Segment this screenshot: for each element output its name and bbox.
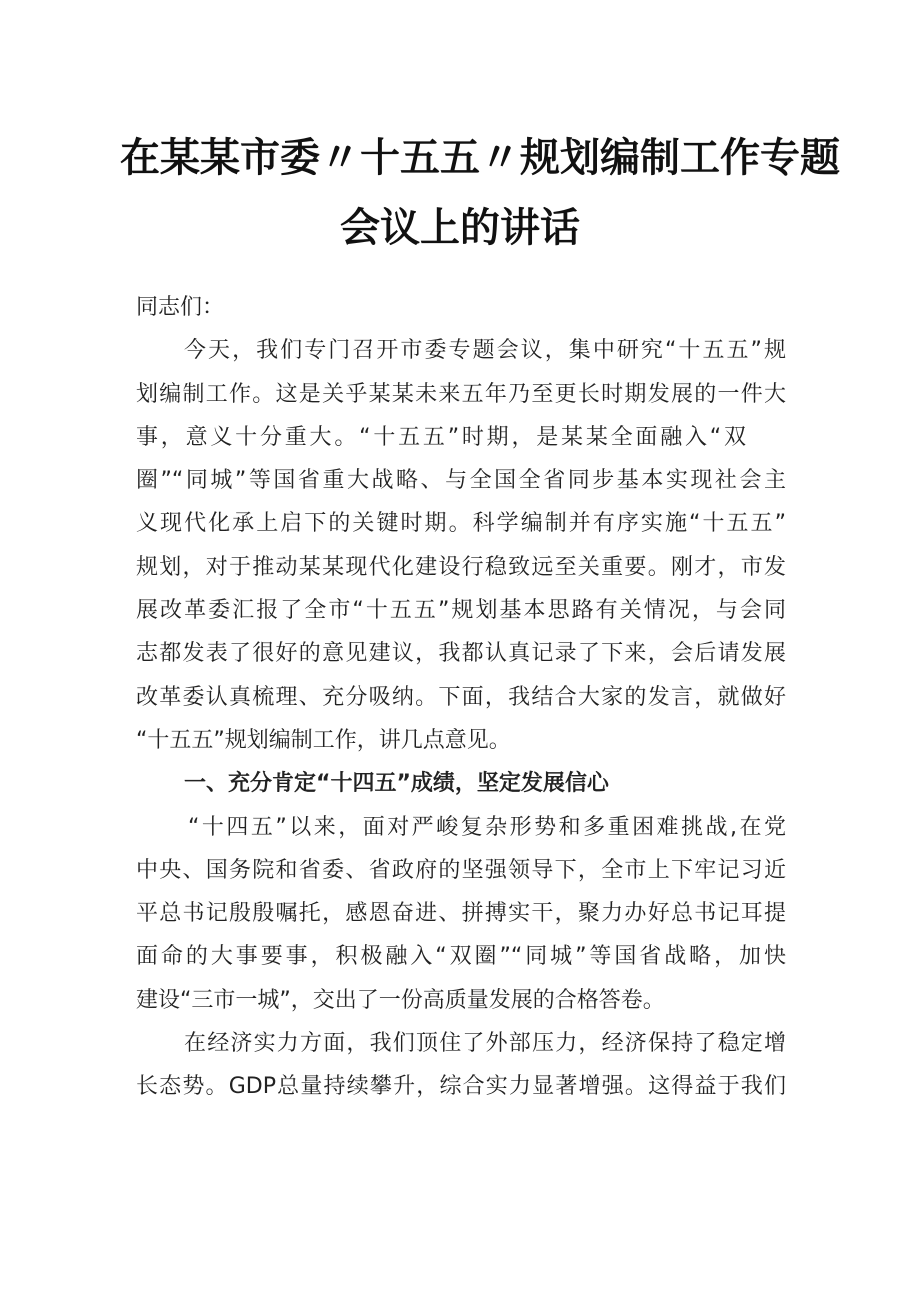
section-heading-1: 一、充分肯定“十四五”成绩，坚定发展信心 <box>184 771 609 797</box>
paragraph-line: 划编制工作。这是关乎某某未来五年乃至更长时期发展的一件大 <box>136 381 786 407</box>
paragraph-line: 展改革委汇报了全市“十五五”规划基本思路有关情况，与会同 <box>136 598 786 624</box>
paragraph-line: 面命的大事要事，积极融入“双圈”“同城”等国省战略，加快 <box>136 944 786 970</box>
paragraph-line: “十四五”以来，面对严峻复杂形势和多重困难挑战,在党 <box>188 814 786 840</box>
salutation: 同志们： <box>136 295 225 320</box>
paragraph-line: 今天，我们专门召开市委专题会议，集中研究“十五五”规 <box>184 338 786 364</box>
paragraph-line: 建设“三市一城”，交出了一份高质量发展的合格答卷。 <box>136 987 665 1013</box>
paragraph-line: 志都发表了很好的意见建议，我都认真记录了下来，会后请发展 <box>136 641 786 667</box>
paragraph-line: 事，意义十分重大。“十五五”时期，是某某全面融入“双 <box>136 424 746 450</box>
paragraph-1 <box>136 329 786 762</box>
paragraph-line: 在经济实力方面，我们顶住了外部压力，经济保持了稳定增 <box>184 1031 786 1057</box>
paragraph-line: 圈”“同城”等国省重大战略、与全国全省同步基本实现社会主 <box>136 468 786 494</box>
paragraph-2 <box>136 806 786 1022</box>
paragraph-3 <box>136 1022 786 1109</box>
paragraph-line: 长态势。GDP总量持续攀升，综合实力显著增强。这得益于我们 <box>136 1074 786 1100</box>
paragraph-line: “十五五”规划编制工作，讲几点意见。 <box>136 727 511 753</box>
paragraph-line: 平总书记殷殷嘱托，感恩奋进、拼搏实干，聚力办好总书记耳提 <box>136 901 786 927</box>
paragraph-line: 规划，对于推动某某现代化建设行稳致远至关重要。刚才，市发 <box>136 554 786 580</box>
paragraph-line: 中央、国务院和省委、省政府的坚强领导下，全市上下牢记习近 <box>136 857 786 883</box>
paragraph-line: 改革委认真梳理、充分吸纳。下面，我结合大家的发言，就做好 <box>136 684 786 710</box>
document-title-line-2: 会议上的讲话 <box>340 205 580 251</box>
document-title-line-1: 在某某市委〃十五五〃规划编制工作专题 <box>120 135 840 181</box>
paragraph-line: 义现代化承上启下的关键时期。科学编制并有序实施“十五五” <box>136 511 786 537</box>
document-body <box>136 286 786 1109</box>
